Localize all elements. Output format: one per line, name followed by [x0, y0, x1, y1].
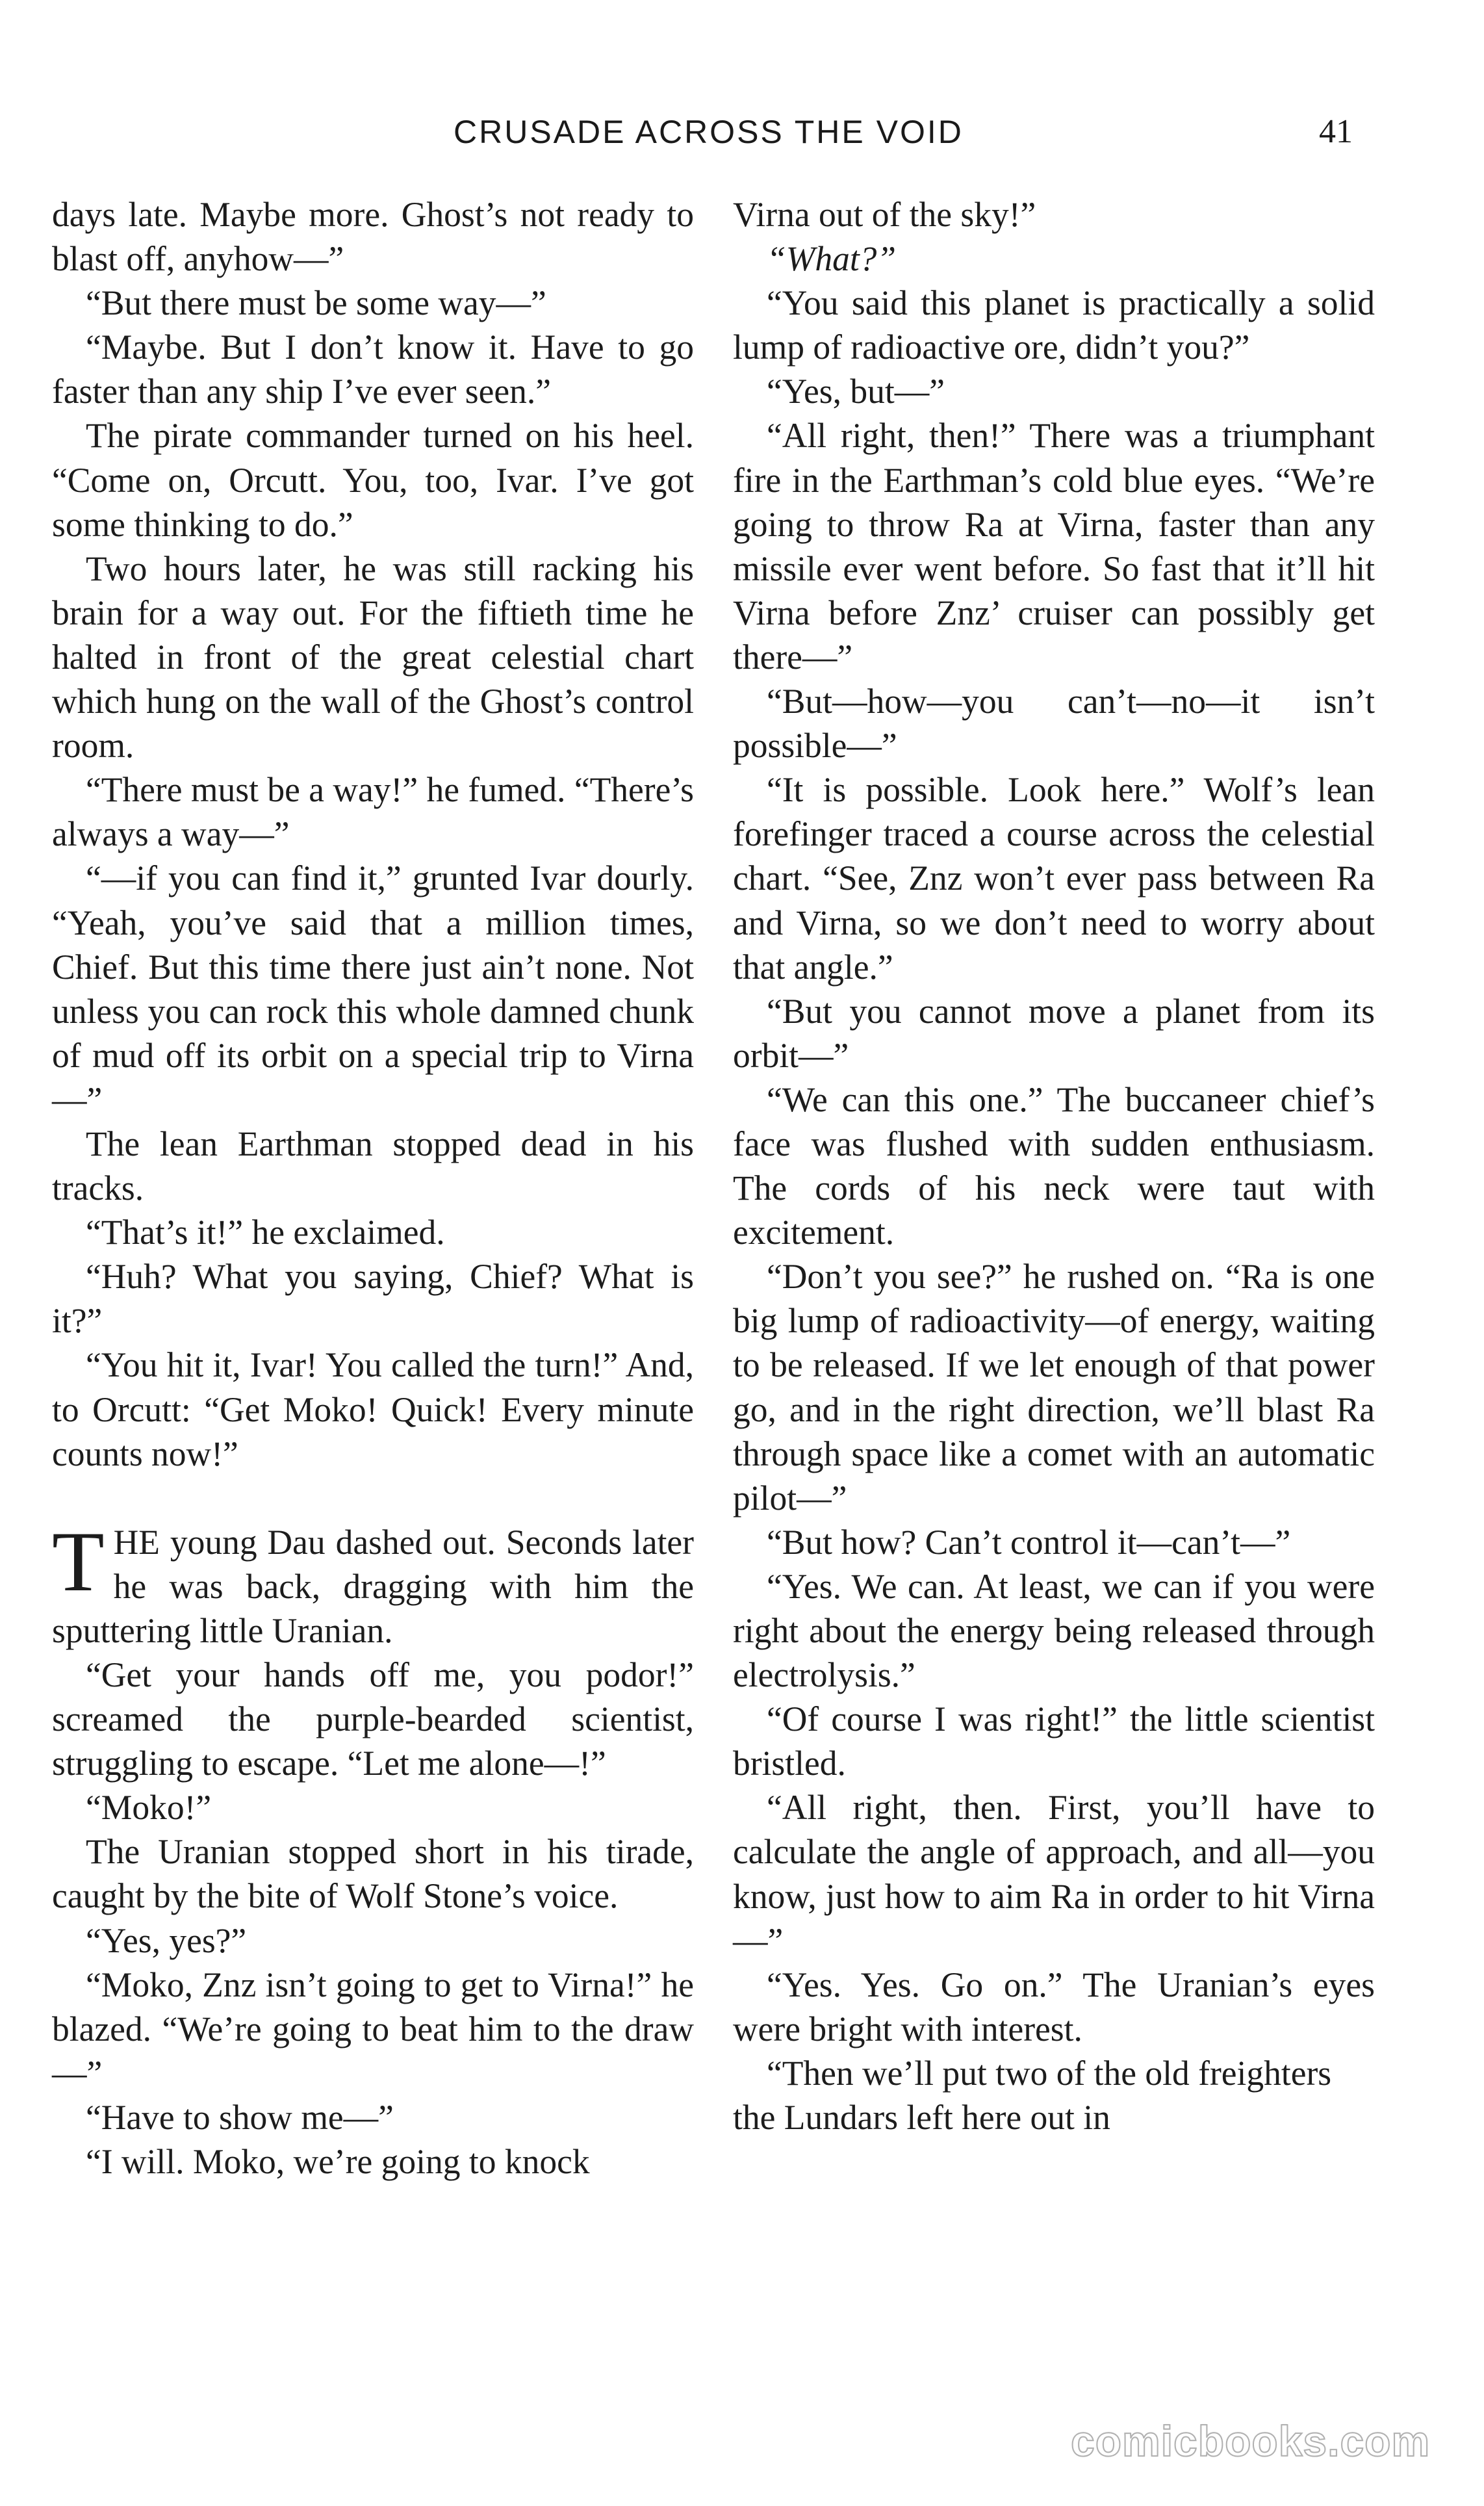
paragraph: “All right, then. First, you’ll have to calculate the angle of approach, and all—you know, just how to aim Ra in order to hit Virna—” [733, 1788, 1375, 1960]
paragraph: Virna out of the sky!” [733, 195, 1036, 234]
paragraph: days late. Maybe more. Ghost’s not ready to blast off, anyhow—” [52, 195, 694, 279]
paragraph: “That’s it!” he exclaimed. [86, 1213, 445, 1252]
running-title: CRUSADE ACROSS THE VOID [454, 114, 964, 150]
paragraph: The lean Earthman stopped dead in his tracks. [52, 1124, 694, 1208]
paragraph: Two hours later, he was still racking his brain for a way out. For the fiftieth time he halted in front of the great celestial chart which hung on the wall of the Ghost’s control room. [52, 549, 694, 766]
paragraph: “Don’t you see?” he rushed on. “Ra is one big lump of radioactivity—of energy, waiting to be released. If we let enough of that power go, and in the right direction, we’ll blast Ra through space like a comet with an automatic pilot—” [733, 1257, 1375, 1518]
paragraph: “Of course I was right!” the little scientist bristled. [733, 1699, 1375, 1783]
paragraph: “You said this planet is practically a solid lump of radioactive ore, didn’t you?” [733, 283, 1375, 367]
paragraph: “Get your hands off me, you podor!” screamed the purple-bearded scientist, struggling to escape. “Let me alone—!” [52, 1655, 694, 1783]
paragraph: “Yes, but—” [767, 372, 945, 411]
running-header [0, 109, 1484, 155]
paragraph: “Huh? What you saying, Chief? What is it?” [52, 1257, 694, 1341]
paragraph: “—if you can find it,” grunted Ivar dourly. “Yeah, you’ve said that a million times, Chief. But this time there just ain’t none. Not unless you can rock this whole damned chunk of mud off its orbit on a special trip to Virna—” [52, 859, 694, 1119]
paragraph: “You hit it, Ivar! You called the turn!” And, to Orcutt: “Get Moko! Quick! Every minute counts now!” [52, 1345, 694, 1473]
page-number: 41 [1319, 113, 1353, 150]
paragraph: “Yes. Yes. Go on.” The Uranian’s eyes were bright with interest. [733, 1965, 1375, 2048]
paragraph: “But how? Can’t control it—can’t—” [767, 1522, 1291, 1562]
paragraph: “Have to show me—” [86, 2097, 394, 2137]
paragraph: “Maybe. But I don’t know it. Have to go faster than any ship I’ve ever seen.” [52, 328, 694, 411]
paragraph: “It is possible. Look here.” Wolf’s lean forefinger traced a course across the celestial chart. “See, Znz won’t ever pass between Ra and Virna, so we don’t need to worry about that angle.” [733, 770, 1375, 987]
paragraph: “But there must be some way—” [86, 283, 546, 323]
watermark: comicbooks.com [1071, 2417, 1431, 2465]
paragraph: “Moko!” [86, 1788, 212, 1828]
paragraph: “Moko, Znz isn’t going to get to Virna!” he blazed. “We’re going to beat him to the draw—” [52, 1965, 694, 2093]
section-opening-paragraph [52, 1513, 694, 1653]
paragraph: “We can this one.” The buccaneer chief’s face was flushed with sudden enthusiasm. The cords of his neck were taut with excitement. [733, 1079, 1375, 1252]
paragraph: “Then we’ll put two of the old freighters the Lundars left here out in [733, 2053, 1332, 2138]
paragraph: “But you cannot move a planet from its orbit—” [733, 991, 1375, 1075]
paragraph-text: HE young Dau dashed out. Seconds later he was back, dragging with him the sputtering little Uranian. [52, 1522, 694, 1650]
paragraph: The pirate commander turned on his heel. “Come on, Orcutt. You, too, Ivar. I’ve got some thinking to do.” [52, 416, 694, 544]
paragraph: “Yes. We can. At least, we can if you were right about the energy being released through electrolysis.” [733, 1566, 1375, 1695]
paragraph: The Uranian stopped short in his tirade, caught by the bite of Wolf Stone’s voice. [52, 1832, 694, 1916]
right-column [733, 192, 1375, 2139]
paragraph: “But—how—you can’t—no—it isn’t possible—” [733, 682, 1375, 766]
paragraph: “All right, then!” There was a triumphant fire in the Earthman’s cold blue eyes. “We’re going to throw Ra at Virna, faster than any missile ever went before. So fast that it’ll hit Virna before Znz’ cruiser can possibly get there—” [733, 416, 1375, 677]
paragraph: “What?” [767, 239, 897, 279]
left-column [52, 192, 694, 2184]
drop-cap: T [52, 1513, 105, 1609]
paragraph: “I will. Moko, we’re going to knock [86, 2142, 590, 2182]
paragraph: “Yes, yes?” [86, 1920, 247, 1960]
paragraph: “There must be a way!” he fumed. “There’s always a way—” [52, 770, 694, 854]
